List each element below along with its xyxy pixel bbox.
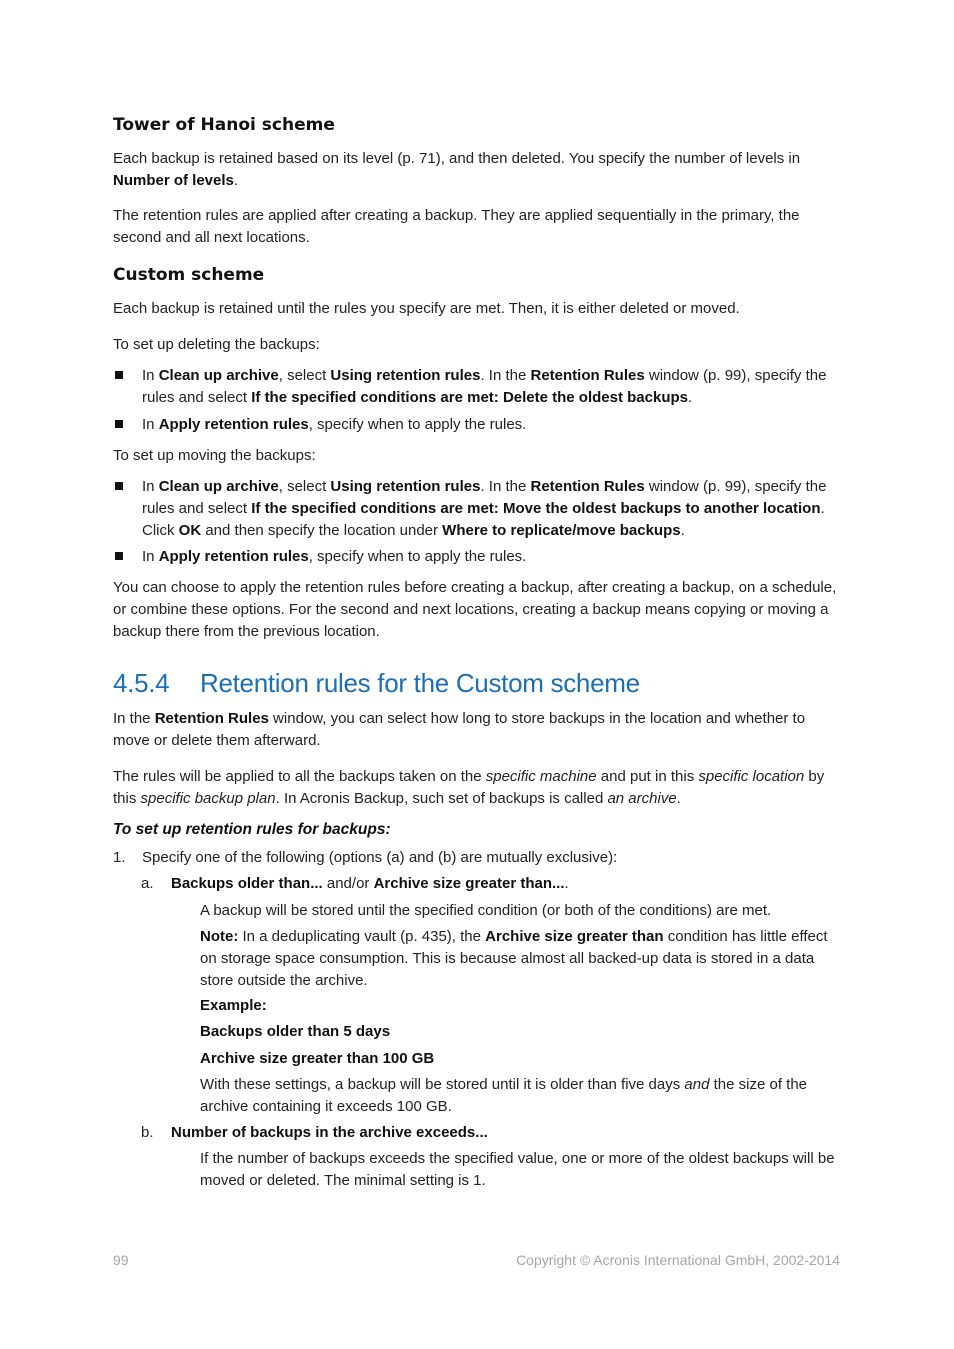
example-line-2 <box>200 1048 434 1070</box>
section-heading-tower-of-hanoi: Tower of Hanoi scheme <box>113 115 335 135</box>
paragraph-levels: Each backup is retained based on its level (p. 71), and then deleted. You specify the number of levels in Number of levels. <box>113 150 801 189</box>
example-description: With these settings, a backup will be stored until it is older than five days and the size of the archive containing it exceeds 100 GB. <box>200 1076 808 1115</box>
example-label-text: Example: <box>200 997 267 1014</box>
copyright: Copyright © Acronis International GmbH, 2002-2014 <box>516 1252 840 1268</box>
example-line-1 <box>200 1021 390 1043</box>
intro-deleting: To set up deleting the backups: <box>113 336 320 353</box>
bullet-icon <box>115 552 123 560</box>
paragraph-custom-retention: Each backup is retained until the rules you specify are met. Then, it is either deleted or moved. <box>113 300 740 317</box>
option-letter-b: b. <box>141 1124 154 1141</box>
option-b-label <box>171 1122 840 1144</box>
page-number: 99 <box>113 1252 129 1268</box>
bullet-icon <box>115 371 123 379</box>
paragraph-archive-definition: The rules will be applied to all the backups taken on the specific machine and put in this specific location by this specific backup plan. In Acronis Backup, such set of backups is called an archive. <box>113 768 825 807</box>
paragraph-retention-window: In the Retention Rules window, you can select how long to store backups in the location and whether to move or delete them afterward. <box>113 710 806 749</box>
option-a-label <box>171 873 840 895</box>
option-a-label-1: Backups older than... <box>171 875 323 892</box>
section-heading-custom-scheme: Custom scheme <box>113 265 265 285</box>
paragraph-rules-applied: The retention rules are applied after creating a backup. They are applied sequentially in the primary, the second and all next locations. <box>113 207 800 246</box>
option-a-description: A backup will be stored until the specified condition (or both of the conditions) are met. <box>200 902 772 919</box>
option-a-label-2: Archive size greater than... <box>373 875 565 892</box>
option-a-label-end: . <box>564 875 569 892</box>
section-heading-4-5-4 <box>113 668 840 699</box>
section-title: Retention rules for the Custom scheme <box>200 668 640 698</box>
example-line-1-text: Backups older than 5 days <box>200 1023 391 1040</box>
option-b-label-text: Number of backups in the archive exceeds... <box>171 1124 488 1141</box>
option-letter-a: a. <box>141 875 154 892</box>
move-step-1: In Clean up archive, select Using retention rules. In the Retention Rules window (p. 99), specify the rules and select If the specified conditions are met: Move the oldest backups to another location. Click OK and then specify the location under Where to replicate/move backups. <box>142 478 827 539</box>
option-b-description: If the number of backups exceeds the specified value, one or more of the oldest backups will be moved or deleted. The minimal setting is 1. <box>200 1150 835 1189</box>
option-a-label-mid: and/or <box>322 875 374 892</box>
intro-moving: To set up moving the backups: <box>113 447 316 464</box>
example-label <box>200 995 267 1017</box>
bullet-icon <box>115 420 123 428</box>
procedure-title: To set up retention rules for backups: <box>113 821 391 838</box>
example-line-2-text: Archive size greater than 100 GB <box>200 1050 435 1067</box>
move-step-2: In Apply retention rules, specify when to apply the rules. <box>142 548 527 565</box>
bullet-icon <box>115 482 123 490</box>
step-number: 1. <box>113 849 126 866</box>
delete-step-1: In Clean up archive, select Using retention rules. In the Retention Rules window (p. 99), specify the rules and select If the specified conditions are met: Delete the oldest backups. <box>142 367 827 406</box>
section-number: 4.5.4 <box>113 668 170 698</box>
note-deduplication: Note: In a deduplicating vault (p. 435), the Archive size greater than condition has little effect on storage space consumption. This is because almost all backed-up data is stored in a data store outside the archive. <box>200 928 828 989</box>
paragraph-apply-options: You can choose to apply the retention rules before creating a backup, after creating a backup, on a schedule, or combine these options. For the second and next locations, creating a backup means copying or moving a backup there from the previous location. <box>113 579 837 640</box>
step-1-text: Specify one of the following (options (a) and (b) are mutually exclusive): <box>142 849 618 866</box>
delete-step-2: In Apply retention rules, specify when to apply the rules. <box>142 416 527 433</box>
